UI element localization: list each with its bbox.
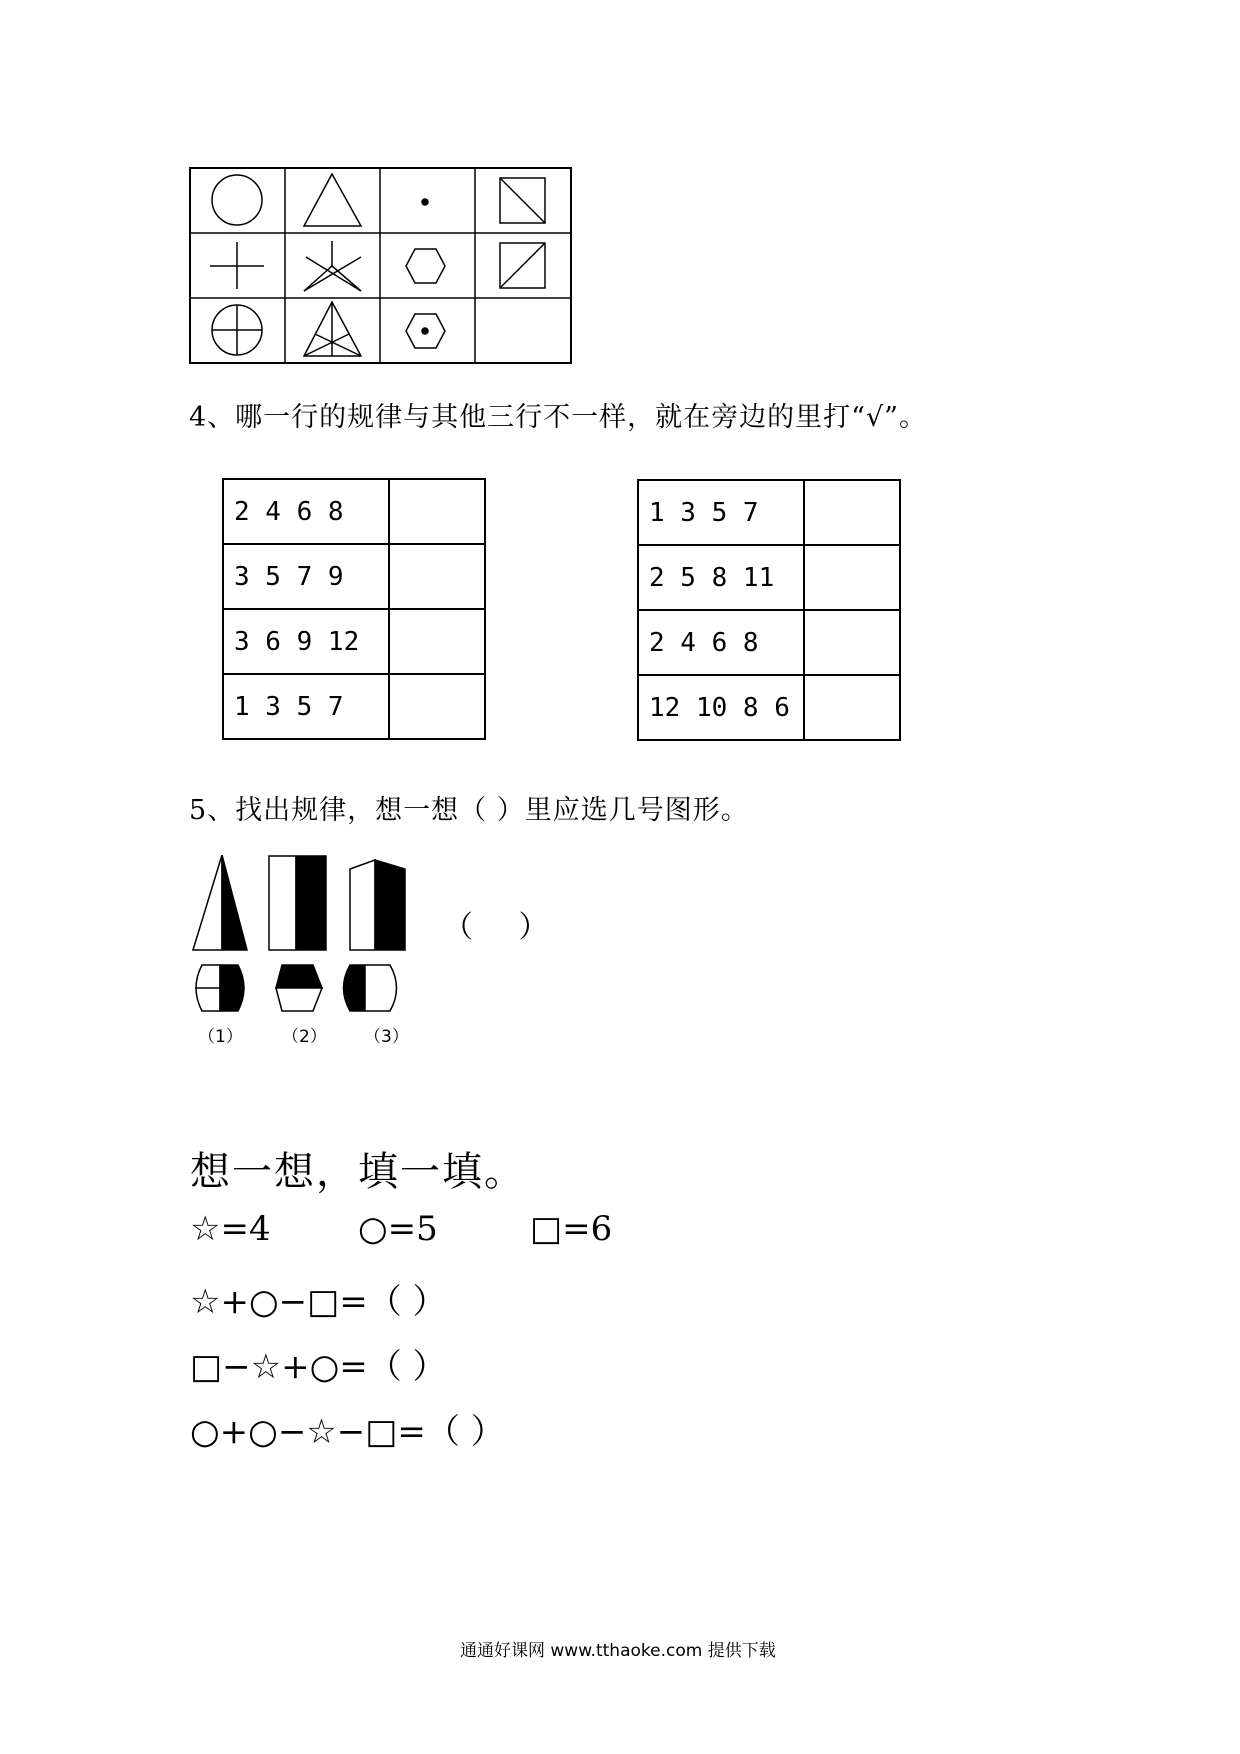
circle-cross-shape (212, 305, 262, 355)
answer-box[interactable] (804, 545, 900, 610)
option-3-label: （3） (364, 1027, 409, 1047)
rectangle-figure (269, 856, 326, 950)
question-4-text: 4、哪一行的规律与其他三行不一样，就在旁边的里打“√”。 (189, 402, 927, 433)
star-lines-shape (304, 241, 361, 291)
answer-box[interactable] (389, 674, 485, 739)
equation-1[interactable]: ☆+○−□=（ ） (190, 1282, 447, 1322)
equation-3[interactable]: ○+○−☆−□=（ ） (190, 1412, 505, 1452)
equation-2[interactable]: □−☆+○=（ ） (190, 1347, 447, 1387)
cross-shape (210, 242, 264, 289)
answer-box[interactable] (804, 610, 900, 675)
left-number-table (222, 478, 486, 740)
hexagon-shape (406, 249, 445, 283)
shape-pattern-grid (189, 167, 572, 364)
hexagon-dot-shape (406, 314, 445, 348)
option-2-figure (276, 965, 322, 1011)
circle-definition: ○=5 (358, 1209, 438, 1249)
option-3-figure (344, 965, 397, 1011)
triangle-lines-shape (304, 302, 361, 356)
fill-section-title: 想一想，填一填。 (190, 1149, 526, 1195)
cone-figure (193, 855, 247, 950)
square-antidiag-shape (500, 243, 545, 288)
footer-text: 通通好课网 www.tthaoke.com 提供下载 (460, 1641, 776, 1661)
sequence-cell: 2 5 8 11 (638, 545, 804, 610)
sequence-cell: 2 4 6 8 (223, 479, 389, 544)
sequence-cell: 12 10 8 6 (638, 675, 804, 740)
option-2-label: （2） (282, 1027, 327, 1047)
sequence-cell: 1 3 5 7 (223, 674, 389, 739)
square-diag-shape (500, 178, 545, 223)
answer-box[interactable] (804, 675, 900, 740)
star-definition: ☆=4 (190, 1209, 271, 1249)
triangle-shape (304, 174, 361, 226)
sequence-cell: 3 6 9 12 (223, 609, 389, 674)
sequence-cell: 2 4 6 8 (638, 610, 804, 675)
dot-shape (422, 199, 428, 205)
answer-box[interactable] (389, 609, 485, 674)
question-5-text: 5、找出规律，想一想（ ）里应选几号图形。 (189, 795, 749, 826)
answer-box[interactable] (389, 479, 485, 544)
circle-shape (212, 175, 262, 225)
square-definition: □=6 (530, 1209, 613, 1249)
right-number-table (637, 479, 901, 741)
prism-figure (350, 860, 405, 950)
answer-parentheses[interactable]: （ ） (443, 910, 567, 945)
answer-box[interactable] (389, 544, 485, 609)
option-1-label: （1） (198, 1027, 243, 1047)
option-1-figure (195, 965, 244, 1011)
answer-box[interactable] (804, 480, 900, 545)
sequence-cell: 3 5 7 9 (223, 544, 389, 609)
sequence-cell: 1 3 5 7 (638, 480, 804, 545)
